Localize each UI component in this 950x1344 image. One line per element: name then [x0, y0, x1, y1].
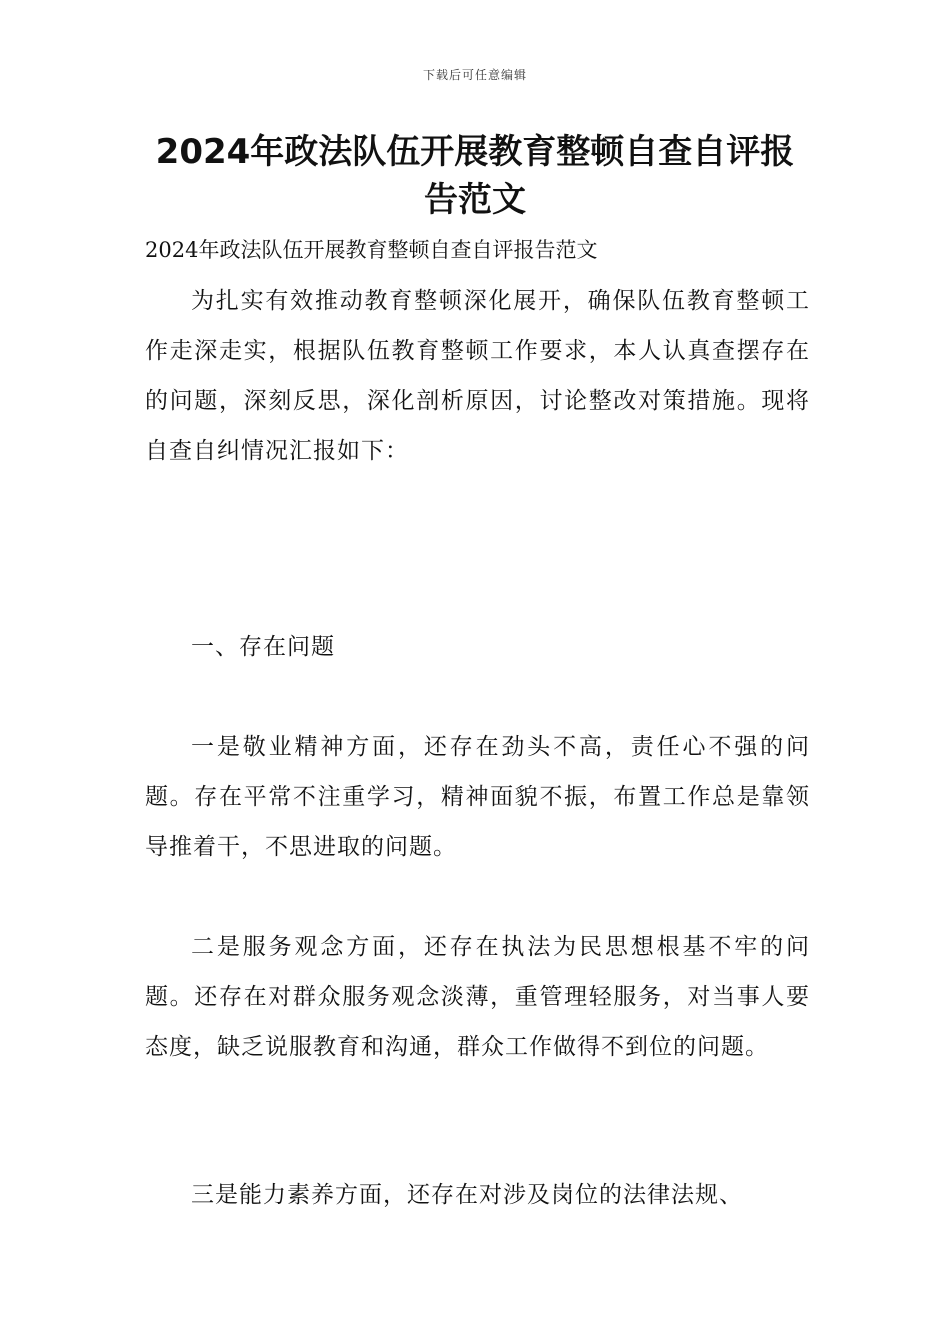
problem-item-2: 二是服务观念方面，还存在执法为民思想根基不牢的问题。还存在对群众服务观念淡薄，重管理轻服务，对当事人要态度，缺乏说服教育和沟通，群众工作做得不到位的问题。 [145, 934, 810, 1060]
document-title: 2024年政法队伍开展教育整顿自查自评报告范文 [155, 132, 795, 220]
header-note: 下载后可任意编辑 [422, 68, 527, 82]
problem-item-3: 三是能力素养方面，还存在对涉及岗位的法律法规、 [191, 1182, 743, 1208]
document-subtitle: 2024年政法队伍开展教育整顿自查自评报告范文 [145, 238, 598, 262]
section-heading-problems: 一、存在问题 [191, 634, 335, 660]
intro-paragraph: 为扎实有效推动教育整顿深化展开，确保队伍教育整顿工作走深走实，根据队伍教育整顿工作要求，本人认真查摆存在的问题，深刻反思，深化剖析原因，讨论整改对策措施。现将自查自纠情况汇报如下： [145, 288, 810, 464]
problem-item-1: 一是敬业精神方面，还存在劲头不高，责任心不强的问题。存在平常不注重学习，精神面貌不振，布置工作总是靠领导推着干，不思进取的问题。 [145, 734, 810, 860]
